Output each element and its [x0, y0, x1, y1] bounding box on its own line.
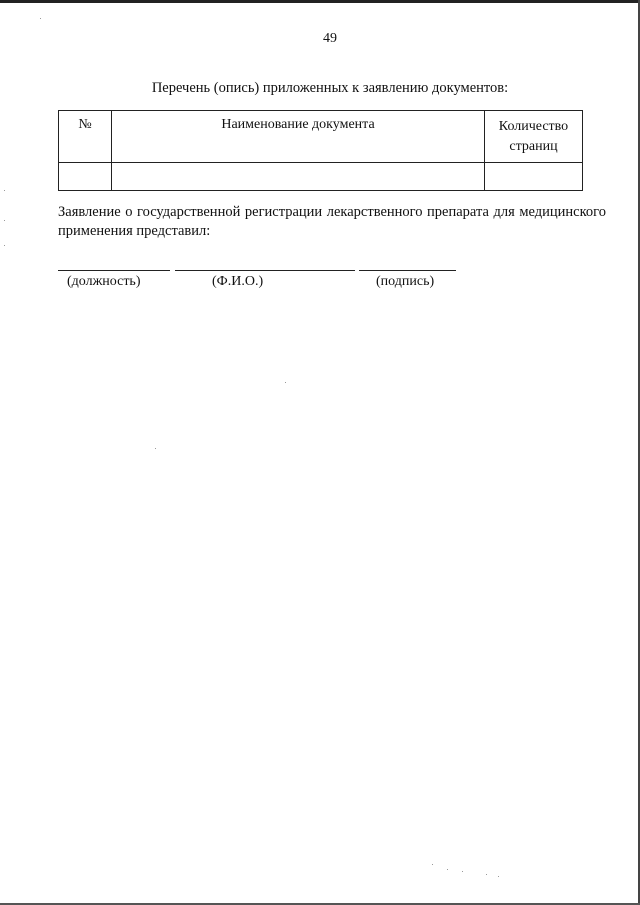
header-page-count [485, 111, 583, 163]
cell-document-name [112, 163, 485, 191]
statement-text: Заявление о государственной регистрации лекарственного препарата для медицинского применения представил: [58, 204, 606, 239]
scan-speck [4, 220, 5, 221]
header-page-count-line2: страниц [509, 139, 558, 154]
scan-speck [498, 876, 499, 877]
cell-number [59, 163, 112, 191]
position-label: (должность) [67, 274, 141, 289]
signature-line [359, 270, 456, 271]
documents-table [58, 110, 583, 191]
header-document-name: Наименование документа [112, 111, 485, 163]
scan-speck [447, 869, 448, 870]
scan-speck [40, 18, 41, 19]
scan-edge-top [0, 0, 640, 3]
documents-list-title: Перечень (опись) приложенных к заявлению документов: [151, 80, 509, 96]
scan-speck [4, 190, 5, 191]
position-signature-line [58, 270, 170, 271]
full-name-signature-line [175, 270, 355, 271]
full-name-label: (Ф.И.О.) [212, 274, 264, 289]
signature-label: (подпись) [376, 274, 435, 289]
table-header-row [59, 111, 583, 163]
scan-speck [4, 245, 5, 246]
page-number: 49 [323, 31, 337, 46]
scan-speck [155, 448, 156, 449]
scan-speck [285, 382, 286, 383]
scan-speck [462, 871, 463, 872]
cell-page-count [485, 163, 583, 191]
header-page-count-line1: Количество [498, 119, 569, 134]
scan-speck [432, 864, 433, 865]
table-row [59, 163, 583, 191]
header-number: № [59, 111, 112, 163]
scan-speck [486, 874, 487, 875]
